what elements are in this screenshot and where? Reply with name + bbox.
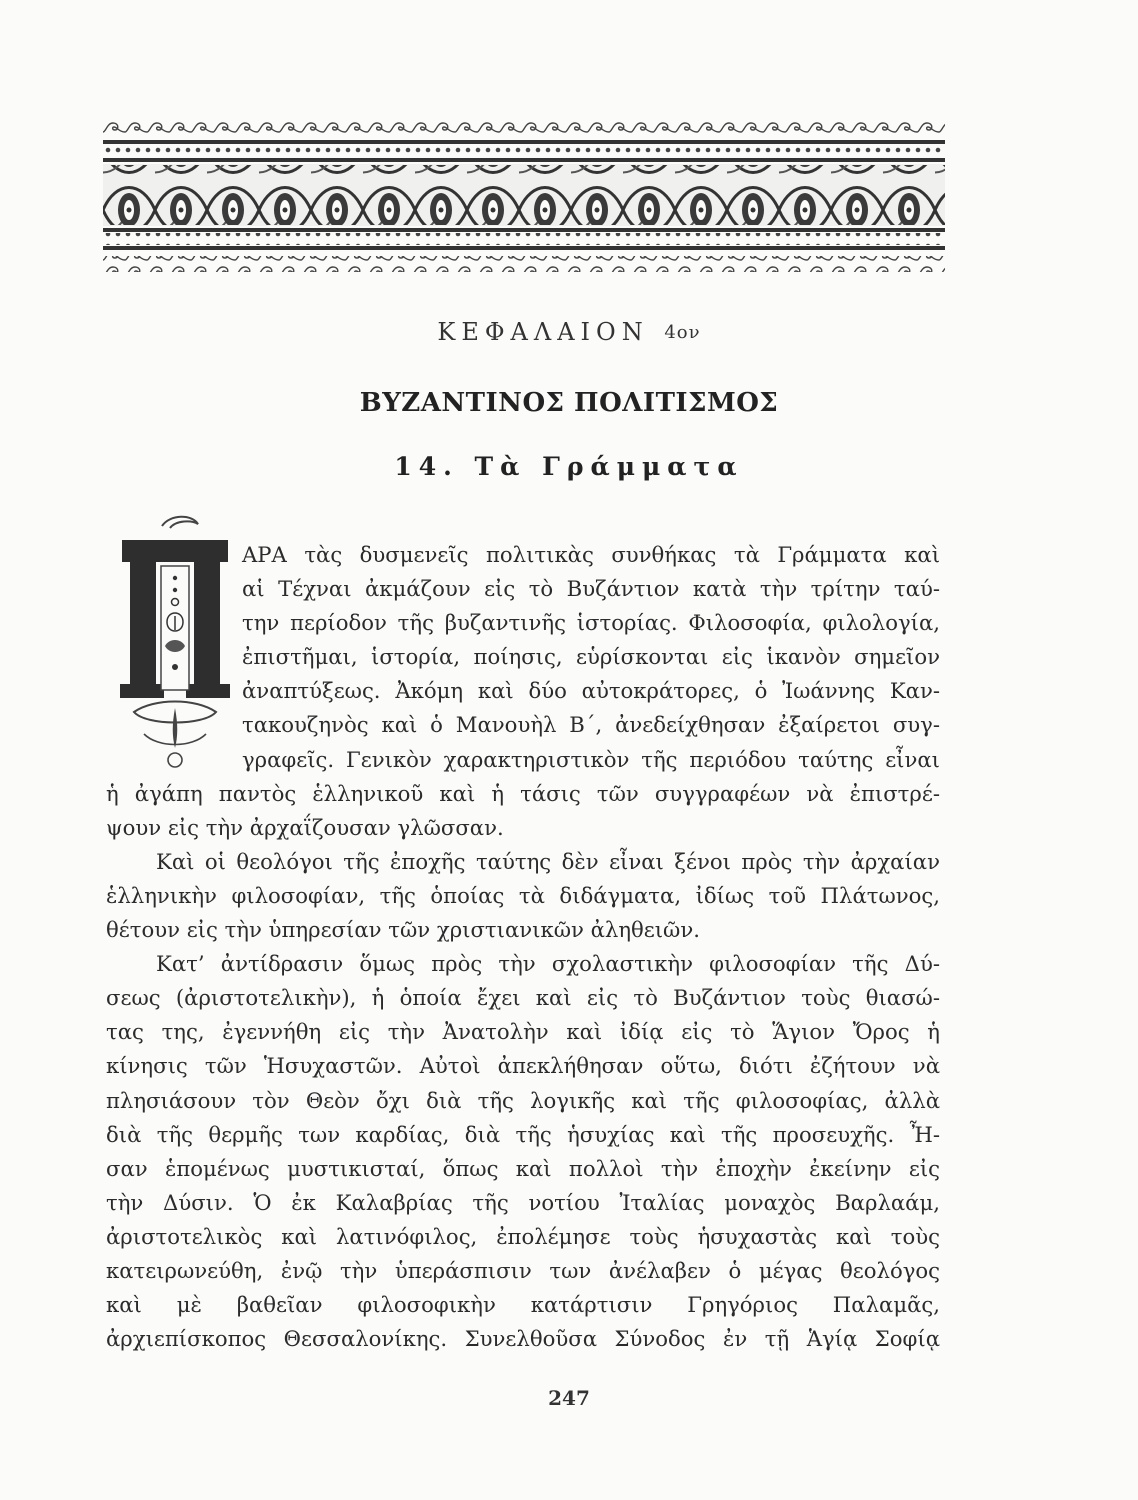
text-line: θέτουν εἰς τὴν ὑπηρεσίαν τῶν χριστιανικῶν ἀληθειῶν. xyxy=(106,917,700,943)
text-line: ἀριστοτελικὸς καὶ λατινόφιλος, ἐπολέμησε τοὺς ἡσυχαστὰς καὶ τοὺς xyxy=(106,1223,940,1249)
text-line: ἀναπτύξεως. Ἀκόμη καὶ δύο αὐτοκράτορες, ὁ Ἰωάννης Καν- xyxy=(242,678,940,704)
text-line: Κατ’ ἀντίδρασιν ὅμως πρὸς τὴν σχολαστικὴν φιλοσοφίαν τῆς Δύ- xyxy=(156,951,940,977)
chapter-ordinal: 4ον xyxy=(664,322,701,343)
text-line: σαν ἑπομένως μυστικισταί, ὅπως καὶ πολλοὶ τὴν ἐποχὴν ἐκείνην εἰς xyxy=(106,1155,940,1181)
ornamental-header-band xyxy=(103,120,945,280)
text-line: τακουζηνὸς καὶ ὁ Μανουὴλ Β΄, ἀνεδείχθησαν ἐξαίρετοι συγ- xyxy=(242,712,940,738)
text-line: τας της, ἐγεννήθη εἰς τὴν Ἀνατολὴν καὶ ἰδίᾳ εἰς τὸ Ἅγιον Ὄρος ἡ xyxy=(106,1019,940,1045)
text-line: την περίοδον τῆς βυζαντινῆς ἱστορίας. Φιλοσοφία, φιλολογία, xyxy=(242,610,940,636)
text-line: ἐπιστῆμαι, ἱστορία, ποίησις, εὑρίσκονται εἰς ἱκανὸν σημεῖον xyxy=(242,644,940,670)
text-line: διὰ τῆς θερμῆς των καρδίας, διὰ τῆς ἡσυχίας καὶ τῆς προσευχῆς. Ἦ- xyxy=(106,1121,940,1147)
page-number: 247 xyxy=(548,1386,590,1410)
chapter-heading xyxy=(0,318,1138,346)
text-line: σεως (ἀριστοτελικὴν), ἡ ὁποία ἔχει καὶ εἰς τὸ Βυζάντιον τοὺς θιασώ- xyxy=(106,985,940,1011)
text-line: Καὶ οἱ θεολόγοι τῆς ἐποχῆς ταύτης δὲν εἶναι ξένοι πρὸς τὴν ἀρχαίαν xyxy=(156,848,940,874)
text-line: τὴν Δύσιν. Ὁ ἐκ Καλαβρίας τῆς νοτίου Ἰταλίας μοναχὸς Βαρλαάμ, xyxy=(106,1189,940,1215)
text-line: πλησιάσουν τὸν Θεὸν ὄχι διὰ τῆς λογικῆς καὶ τῆς φιλοσοφίας, ἀλλὰ xyxy=(106,1087,940,1113)
text-line: ἡ ἀγάπη παντὸς ἑλληνικοῦ καὶ ἡ τάσις τῶν συγγραφέων νὰ ἐπιστρέ- xyxy=(106,780,940,806)
text-line: ψουν εἰς τὴν ἀρχαΐζουσαν γλῶσσαν. xyxy=(106,814,504,840)
text-line: ΑΡΑ τὰς δυσμενεῖς πολιτικὰς συνθήκας τὰ Γράμματα καὶ xyxy=(242,542,940,567)
text-line: γραφεῖς. Γενικὸν χαρακτηριστικὸν τῆς περιόδου ταύτης εἶναι xyxy=(242,746,940,772)
text-line: ἑλληνικὴν φιλοσοφίαν, τῆς ὁποίας τὰ διδάγματα, ἰδίως τοῦ Πλάτωνος, xyxy=(106,882,940,908)
section-heading: 14. Τὰ Γράμματα xyxy=(394,452,744,481)
text-line: καὶ μὲ βαθεῖαν φιλοσοφικὴν κατάρτισιν Γρηγόριος Παλαμᾶς, xyxy=(106,1292,940,1318)
body-text xyxy=(106,538,940,1356)
text-line: αἱ Τέχναι ἀκμάζουν εἰς τὸ Βυζάντιον κατὰ τὴν τρίτην ταύ- xyxy=(242,576,940,602)
text-line: κατειρωνεύθη, ἐνῷ τὴν ὑπεράσπισιν των ἀνέλαβεν ὁ μέγας θεολόγος xyxy=(106,1257,940,1283)
page-title: ΒΥΖΑΝΤΙΝΟΣ ΠΟΛΙΤΙΣΜΟΣ xyxy=(359,388,779,418)
text-line: κίνησις τῶν Ἡσυχαστῶν. Αὐτοὶ ἀπεκλήθησαν οὕτω, διότι ἐζήτουν νὰ xyxy=(106,1053,940,1079)
ornament-graphic xyxy=(103,120,945,280)
text-line: ἀρχιεπίσκοπος Θεσσαλονίκης. Συνελθοῦσα Σύνοδος ἐν τῇ Ἁγίᾳ Σοφίᾳ xyxy=(106,1326,940,1352)
chapter-label: ΚΕΦΑΛΑΙΟΝ xyxy=(437,318,649,346)
